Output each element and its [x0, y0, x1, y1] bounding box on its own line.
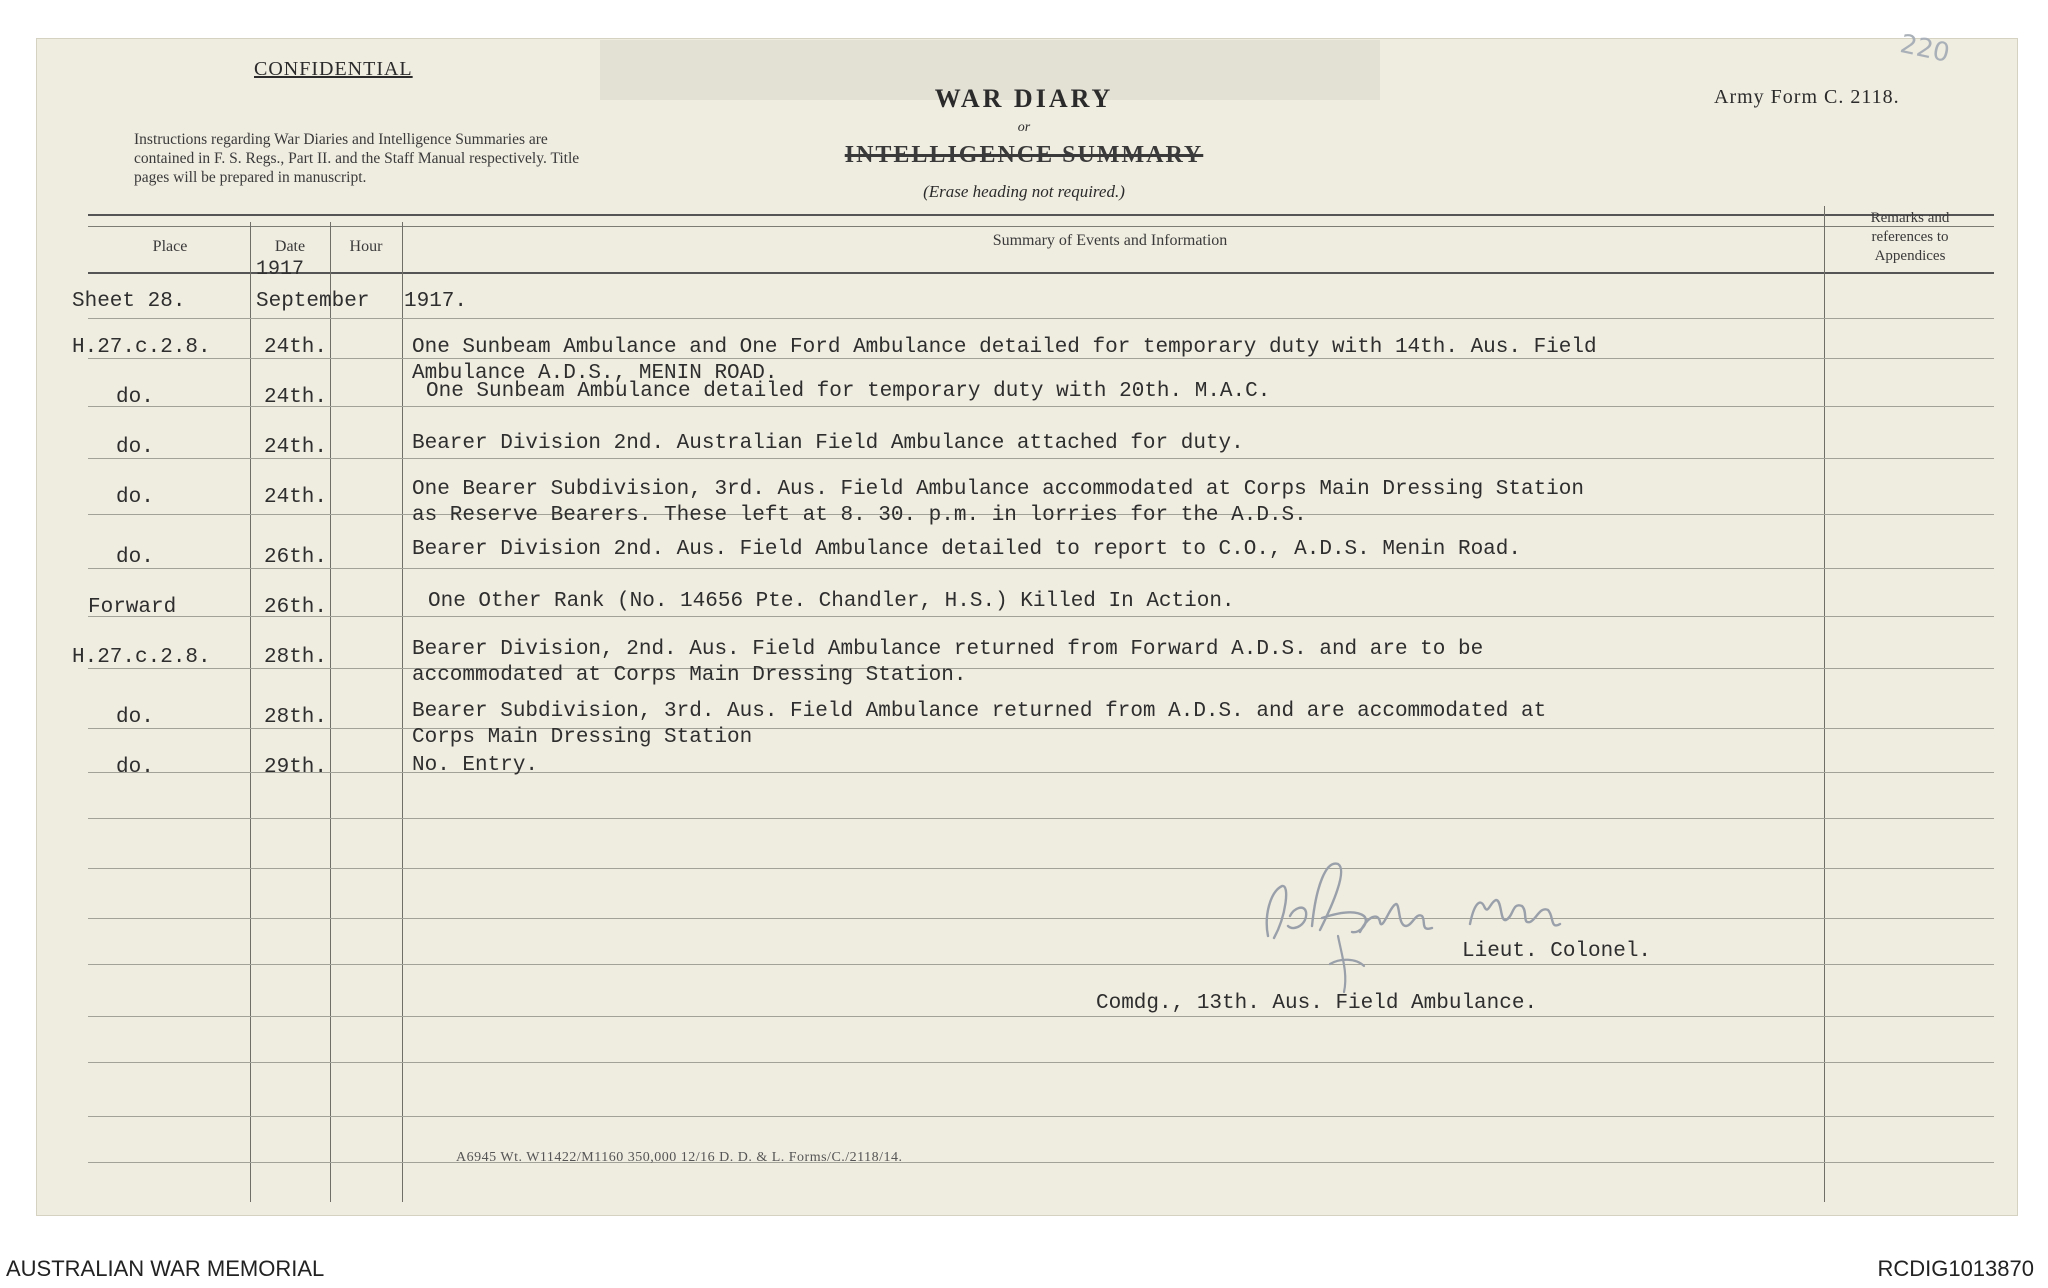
entry-date: 28th.: [264, 646, 328, 669]
entry-text: 1917.: [404, 290, 468, 313]
ruled-line: [88, 568, 1994, 569]
entry-place: do.: [116, 436, 154, 459]
entry-place: H.27.c.2.8.: [72, 646, 211, 669]
entry-text: No. Entry.: [412, 754, 539, 777]
ruled-line: [88, 1162, 1994, 1163]
entry-text: Bearer Division 2nd. Australian Field Ambulance attached for duty.: [412, 432, 1244, 455]
ruled-line: [88, 918, 1994, 919]
entry-place: Sheet 28.: [72, 290, 186, 313]
col-divider-summary: [1824, 206, 1825, 1202]
entry-place: do.: [116, 546, 154, 569]
col-divider-date: [330, 222, 331, 1202]
ruled-line: [88, 964, 1994, 965]
erase-note: (Erase heading not required.): [923, 182, 1125, 201]
entry-date: September: [256, 290, 370, 313]
ruled-line: [88, 406, 1994, 407]
archive-reference: RCDIG1013870: [1877, 1256, 2034, 1281]
entry-place: Forward: [88, 596, 177, 619]
entry-text: One Sunbeam Ambulance detailed for temporary duty with 20th. M.A.C.: [426, 380, 1271, 403]
entry-text: Bearer Subdivision, 3rd. Aus. Field Ambulance returned from A.D.S. and are accommodated at: [412, 700, 1547, 723]
ruled-line: [88, 868, 1994, 869]
col-header-hour: Hour: [349, 238, 383, 255]
entry-text: Bearer Division, 2nd. Aus. Field Ambulance returned from Forward A.D.S. and are to be: [412, 638, 1484, 661]
col-header-date: Date: [274, 238, 306, 255]
ruled-line: [88, 668, 1994, 669]
col-header-remarks-1: Remarks and: [1870, 210, 1950, 226]
header-bottom-rule: [88, 272, 1994, 274]
col-header-summary: Summary of Events and Information: [992, 232, 1228, 249]
pencil-folio-number: 220: [1897, 29, 1953, 69]
entry-text: One Sunbeam Ambulance and One Ford Ambulance detailed for temporary duty with 14th. Aus. Field: [412, 336, 1597, 359]
confidential-label: CONFIDENTIAL: [254, 58, 413, 80]
ruled-line: [88, 772, 1994, 773]
entry-date: 24th.: [264, 386, 328, 409]
ruled-line: [88, 458, 1994, 459]
table-top-rule-inner: [88, 226, 1994, 227]
col-divider-place: [250, 222, 251, 1202]
entry-date: 24th.: [264, 336, 328, 359]
entry-text-continued: as Reserve Bearers. These left at 8. 30. p.m. in lorries for the A.D.S.: [412, 504, 1307, 527]
entry-date: 26th.: [264, 546, 328, 569]
col-header-date-year: 1917: [256, 258, 305, 281]
entry-date: 24th.: [264, 486, 328, 509]
entry-place: do.: [116, 486, 154, 509]
signatory-unit: Comdg., 13th. Aus. Field Ambulance.: [1096, 992, 1538, 1015]
entry-place: do.: [116, 756, 154, 779]
entry-text-continued: Corps Main Dressing Station: [412, 726, 753, 749]
instructions-text: Instructions regarding War Diaries and Intelligence Summaries are contained in F. S. Regs., Part II. and the Staff Manual respectively. Title pages will be prepared in manuscript.: [134, 131, 580, 186]
ruled-line: [88, 1016, 1994, 1017]
entry-date: 28th.: [264, 706, 328, 729]
intelligence-summary-struck: INTELLIGENCE SUMMARY: [844, 142, 1204, 168]
ruled-line: [88, 818, 1994, 819]
entry-text-continued: accommodated at Corps Main Dressing Station.: [412, 664, 967, 687]
entry-text: One Other Rank (No. 14656 Pte. Chandler, H.S.) Killed In Action.: [428, 590, 1235, 613]
entry-place: do.: [116, 386, 154, 409]
col-header-place: Place: [152, 238, 188, 255]
army-form-number: Army Form C. 2118.: [1714, 86, 1900, 108]
entry-text: One Bearer Subdivision, 3rd. Aus. Field Ambulance accommodated at Corps Main Dressing Station: [412, 478, 1584, 501]
ruled-line: [88, 1062, 1994, 1063]
archive-credit: AUSTRALIAN WAR MEMORIAL: [6, 1256, 325, 1281]
entry-date: 26th.: [264, 596, 328, 619]
handwritten-signature: [1260, 846, 1620, 996]
form-title-or: or: [1017, 120, 1031, 135]
ruled-line: [88, 616, 1994, 617]
table-top-rule: [88, 214, 1994, 216]
entry-date: 24th.: [264, 436, 328, 459]
entry-text: Bearer Division 2nd. Aus. Field Ambulance detailed to report to C.O., A.D.S. Menin Road.: [412, 538, 1521, 561]
entry-text-continued: Ambulance A.D.S., MENIN ROAD.: [412, 362, 778, 385]
signatory-rank: Lieut. Colonel.: [1462, 940, 1652, 963]
printer-code: A6945 Wt. W11422/M1160 350,000 12/16 D. D. & L. Forms/C./2118/14.: [456, 1150, 903, 1165]
col-divider-hour: [402, 222, 403, 1202]
ruled-line: [88, 728, 1994, 729]
entry-date: 29th.: [264, 756, 328, 779]
ruled-line: [88, 318, 1994, 319]
col-header-remarks-2: references to: [1871, 229, 1949, 245]
col-header-remarks-3: Appendices: [1874, 248, 1946, 264]
ruled-line: [88, 1116, 1994, 1117]
entry-place: H.27.c.2.8.: [72, 336, 211, 359]
form-title: WAR DIARY: [934, 84, 1114, 113]
entry-place: do.: [116, 706, 154, 729]
